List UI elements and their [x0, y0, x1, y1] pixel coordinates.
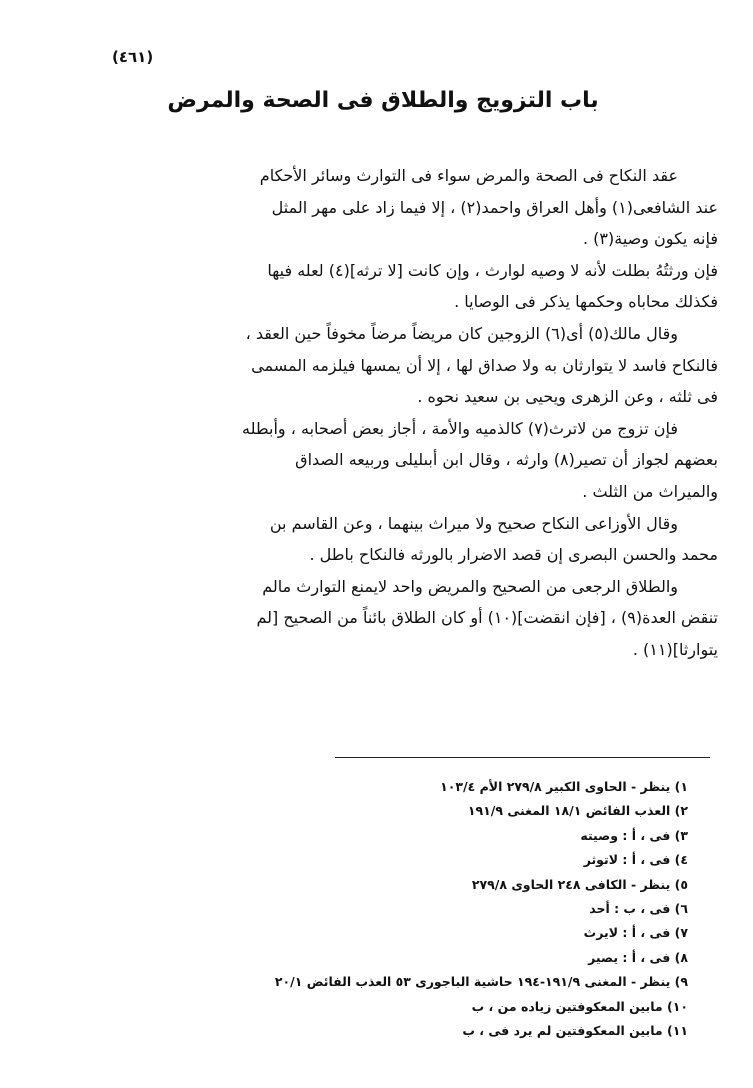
- footnote: ٨) فى ، أ : يصير: [588, 949, 688, 965]
- text-line: فإنه يكون وصية(٣) .: [582, 229, 718, 249]
- text-line: فإن ورثتُهُ بطلت لأنه لا وصيه لوارث ، وإن كانت [لا ترثه](٤) لعله فيها: [267, 260, 718, 280]
- text-line: وقال الأوزاعى النكاح صحيح ولا ميراث بينهما ، وعن القاسم بن: [269, 513, 678, 533]
- text-line: فالنكاح فاسد لا يتوارثان به ولا صداق لها ، إلا أن يمسها فيلزمه المسمى: [251, 355, 718, 375]
- page-number: (٤٦١): [112, 48, 154, 66]
- text-line: فإن تزوج من لاترث(٧) كالذميه والأمة ، أجاز بعض أصحابه ، وأبطله: [242, 418, 678, 438]
- text-line: فى ثلثه ، وعن الزهرى ويحيى بن سعيد نحوه .: [417, 387, 718, 407]
- chapter-title: باب التزويج والطلاق فى الصحة والمرض: [167, 88, 599, 113]
- text-line: عقد النكاح فى الصحة والمرض سواء فى التوارث وسائر الأحكام: [259, 166, 678, 185]
- body-text: [58, 160, 718, 666]
- text-line: فكذلك محاباه وحكمها يذكر فى الوصايا .: [454, 292, 718, 312]
- footnote-divider: [335, 757, 710, 758]
- footnote: ٧) فى ، أ : لايرث: [583, 925, 688, 941]
- text-line: بعضهم لجواز أن تصير(٨) وارثه ، وقال ابن أبىليلى وربيعه الصداق: [295, 450, 718, 470]
- text-line: وقال مالك(٥) أى(٦) الزوجين كان مريضاً مرضاً مخوفاً حين العقد ،: [245, 323, 678, 343]
- footnote: ٤) فى ، أ : لاتوثر: [583, 852, 688, 868]
- footnote: ٣) فى ، أ : وصيته: [580, 827, 688, 843]
- text-line: عند الشافعى(١) وأهل العراق واحمد(٢) ، إلا فيما زاد على مهر المثل: [271, 197, 718, 217]
- footnote: ١٠) مابين المعكوفتين زياده من ، ب: [471, 998, 688, 1014]
- footnote: ٥) ينظر - الكافى ٢٤٨ الحاوى ٢٧٩/٨: [471, 876, 688, 892]
- text-line: تنقض العدة(٩) ، [فإن انقضت](١٠) أو كان الطلاق بائناً من الصحيح [لم: [256, 608, 718, 628]
- footnote: ٦) فى ، ب : أحد: [589, 900, 688, 916]
- footnote: ١) ينظر - الحاوى الكبير ٢٧٩/٨ الأم ١٠٣/٤: [440, 779, 688, 794]
- footnote: ٩) ينظر - المغنى ١٩١/٩-١٩٤ حاشية الباجورى ٥٣ العذب الفائض ٢٠/١: [274, 974, 688, 990]
- text-line: والميراث من الثلث .: [582, 481, 718, 501]
- text-line: محمد والحسن البصرى إن قصد الاضرار بالورثه فالنكاح باطل .: [309, 545, 718, 565]
- text-line: والطلاق الرجعى من الصحيح والمريض واحد لايمنع التوارث مالم: [262, 576, 678, 596]
- footnote: ٢) العذب الفائض ١٨/١ المغنى ١٩١/٩: [467, 803, 688, 819]
- footnotes: [88, 775, 688, 1043]
- footnote: ١١) مابين المعكوفتين لم يرد فى ، ب: [462, 1022, 688, 1038]
- text-line: يتوارثا](١١) .: [632, 639, 718, 659]
